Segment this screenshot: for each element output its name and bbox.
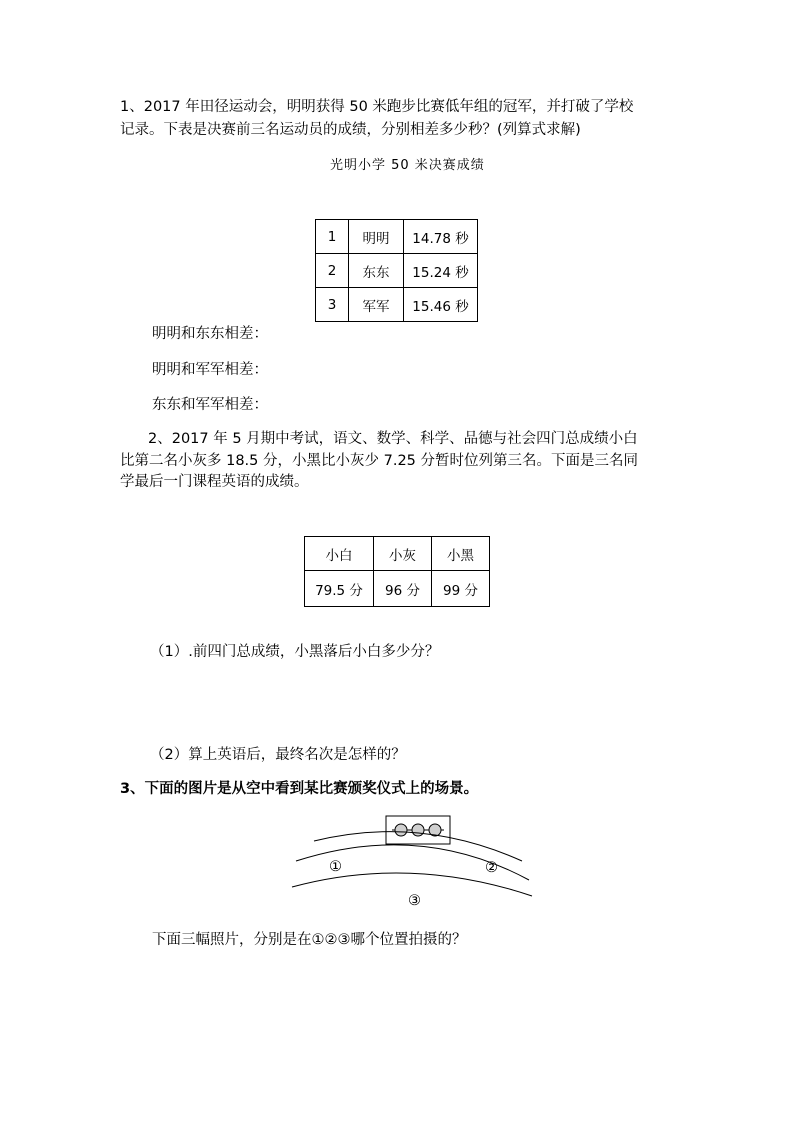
q1-table-title: 光明小学 50 米决赛成绩 [330,158,485,173]
name-cell: 军军 [349,288,404,322]
position-label-2: ② [485,860,498,876]
q1-line2: 记录。下表是决赛前三名运动员的成绩，分别相差多少秒？(列算式求解) [120,122,581,138]
time-cell: 14.78 秒 [404,220,478,254]
score-cell: 79.5 分 [305,571,374,607]
q2-sub-question-2: （2）算上英语后，最终名次是怎样的？ [150,747,406,763]
q1-diff-1: 明明和东东相差： [152,326,268,342]
podium-person-1 [395,824,407,836]
score-cell: 99 分 [432,571,490,607]
header-cell: 小灰 [374,537,432,571]
q2-line2: 比第二名小灰多 18.5 分，小黑比小灰少 7.25 分暂时位列第三名。下面是三名同 [120,453,639,469]
score-cell: 96 分 [374,571,432,607]
name-cell: 东东 [349,254,404,288]
time-cell: 15.24 秒 [404,254,478,288]
position-label-1: ① [329,859,342,875]
q2-line3: 学最后一门课程英语的成绩。 [120,474,309,490]
rank-cell: 1 [316,220,349,254]
q1-diff-3: 东东和军军相差： [152,397,268,413]
q2-line1: 2、2017 年 5 月期中考试，语文、数学、科学、品德与社会四门总成绩小白 [148,431,638,447]
time-cell: 15.46 秒 [404,288,478,322]
rank-cell: 2 [316,254,349,288]
q1-diff-2: 明明和军军相差： [152,362,268,378]
q1-line1: 1、2017 年田径运动会，明明获得 50 米跑步比赛低年组的冠军，并打破了学校 [120,99,634,115]
q3-title: 3、下面的图片是从空中看到某比赛颁奖仪式上的场景。 [120,781,479,797]
name-cell: 明明 [349,220,404,254]
header-cell: 小白 [305,537,374,571]
position-label-3: ③ [408,893,421,909]
header-cell: 小黑 [432,537,490,571]
podium-person-2 [412,824,424,836]
q2-sub-question-1: （1）.前四门总成绩，小黑落后小白多少分？ [150,644,440,660]
rank-cell: 3 [316,288,349,322]
q3-question: 下面三幅照片，分别是在①②③哪个位置拍摄的？ [152,932,467,948]
